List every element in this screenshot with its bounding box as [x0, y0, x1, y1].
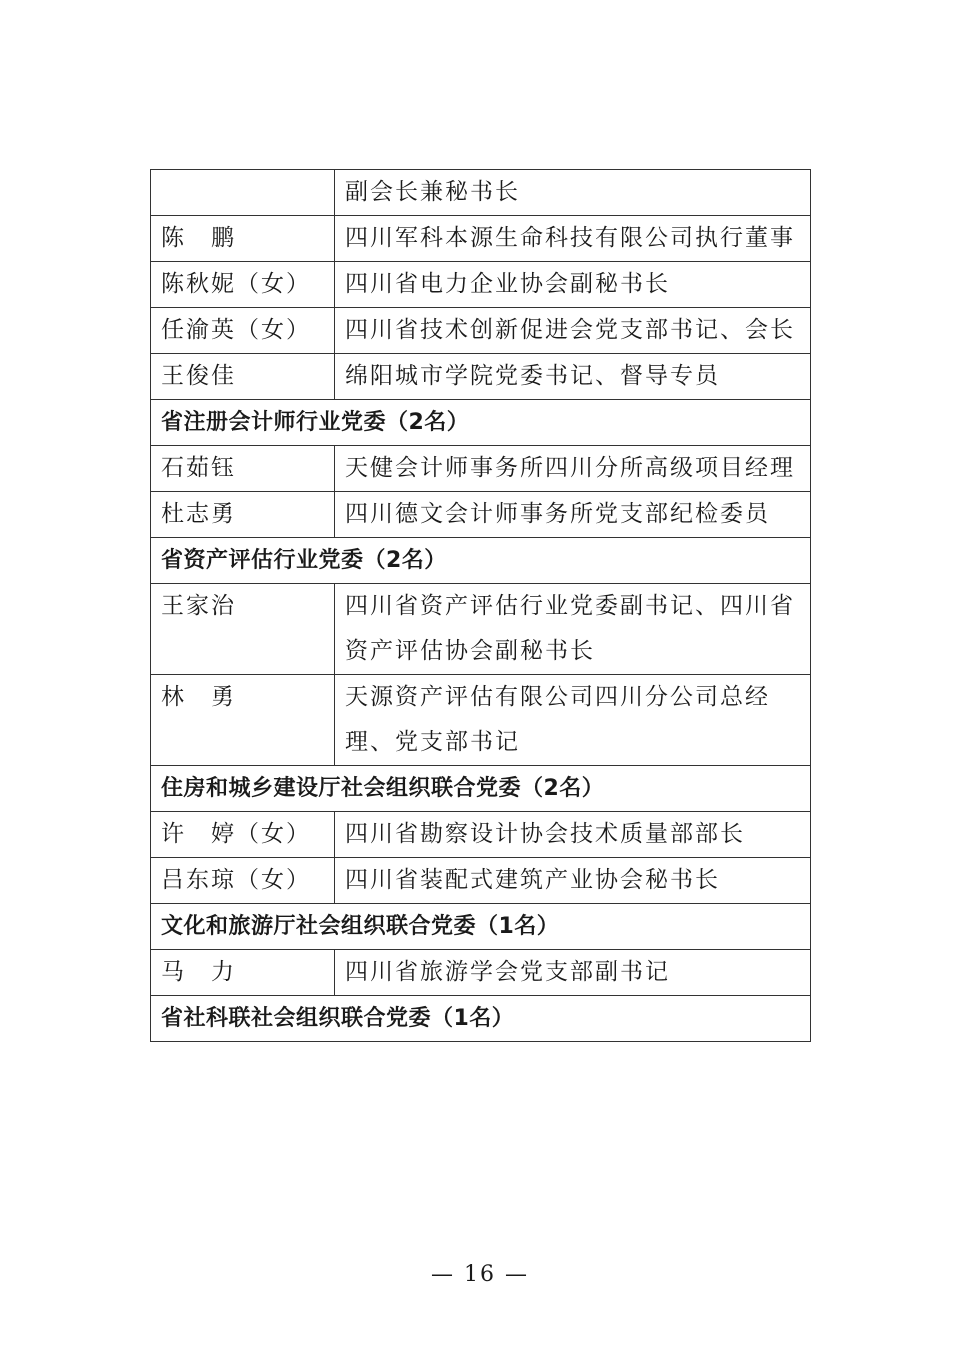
table-row	[151, 812, 811, 858]
section-row	[151, 538, 811, 584]
member-name: 吕东琼（女）	[151, 858, 335, 904]
section-header: 省注册会计师行业党委（2名）	[151, 400, 811, 446]
member-name: 陈 鹏	[151, 216, 335, 262]
member-title: 天源资产评估有限公司四川分公司总经理、党支部书记	[335, 675, 811, 766]
member-name: 林 勇	[151, 675, 335, 766]
table-row	[151, 492, 811, 538]
member-title: 四川省技术创新促进会党支部书记、会长	[335, 308, 811, 354]
section-header: 省资产评估行业党委（2名）	[151, 538, 811, 584]
section-header: 文化和旅游厅社会组织联合党委（1名）	[151, 904, 811, 950]
member-name: 许 婷（女）	[151, 812, 335, 858]
table-row	[151, 950, 811, 996]
page-number: — 16 —	[431, 1262, 529, 1287]
member-name: 杜志勇	[151, 492, 335, 538]
member-title: 绵阳城市学院党委书记、督导专员	[335, 354, 811, 400]
table-row	[151, 858, 811, 904]
member-name: 任渝英（女）	[151, 308, 335, 354]
member-name: 陈秋妮（女）	[151, 262, 335, 308]
table-row	[151, 216, 811, 262]
table-row	[151, 584, 811, 675]
member-name: 石茹钰	[151, 446, 335, 492]
member-title: 四川省旅游学会党支部副书记	[335, 950, 811, 996]
member-title: 四川省装配式建筑产业协会秘书长	[335, 858, 811, 904]
section-header: 省社科联社会组织联合党委（1名）	[151, 996, 811, 1042]
section-row	[151, 400, 811, 446]
member-title: 四川省电力企业协会副秘书长	[335, 262, 811, 308]
member-name: 王家治	[151, 584, 335, 675]
section-row	[151, 996, 811, 1042]
member-name	[151, 170, 335, 216]
table-row	[151, 354, 811, 400]
table-row	[151, 675, 811, 766]
member-title: 四川军科本源生命科技有限公司执行董事	[335, 216, 811, 262]
table-row	[151, 262, 811, 308]
member-title: 天健会计师事务所四川分所高级项目经理	[335, 446, 811, 492]
member-title: 四川省勘察设计协会技术质量部部长	[335, 812, 811, 858]
table-row	[151, 170, 811, 216]
member-title: 副会长兼秘书长	[335, 170, 811, 216]
table-row	[151, 446, 811, 492]
member-title: 四川省资产评估行业党委副书记、四川省资产评估协会副秘书长	[335, 584, 811, 675]
member-name: 王俊佳	[151, 354, 335, 400]
member-table	[150, 169, 811, 1042]
table-row	[151, 308, 811, 354]
section-row	[151, 904, 811, 950]
member-title: 四川德文会计师事务所党支部纪检委员	[335, 492, 811, 538]
section-row	[151, 766, 811, 812]
member-name: 马 力	[151, 950, 335, 996]
section-header: 住房和城乡建设厅社会组织联合党委（2名）	[151, 766, 811, 812]
